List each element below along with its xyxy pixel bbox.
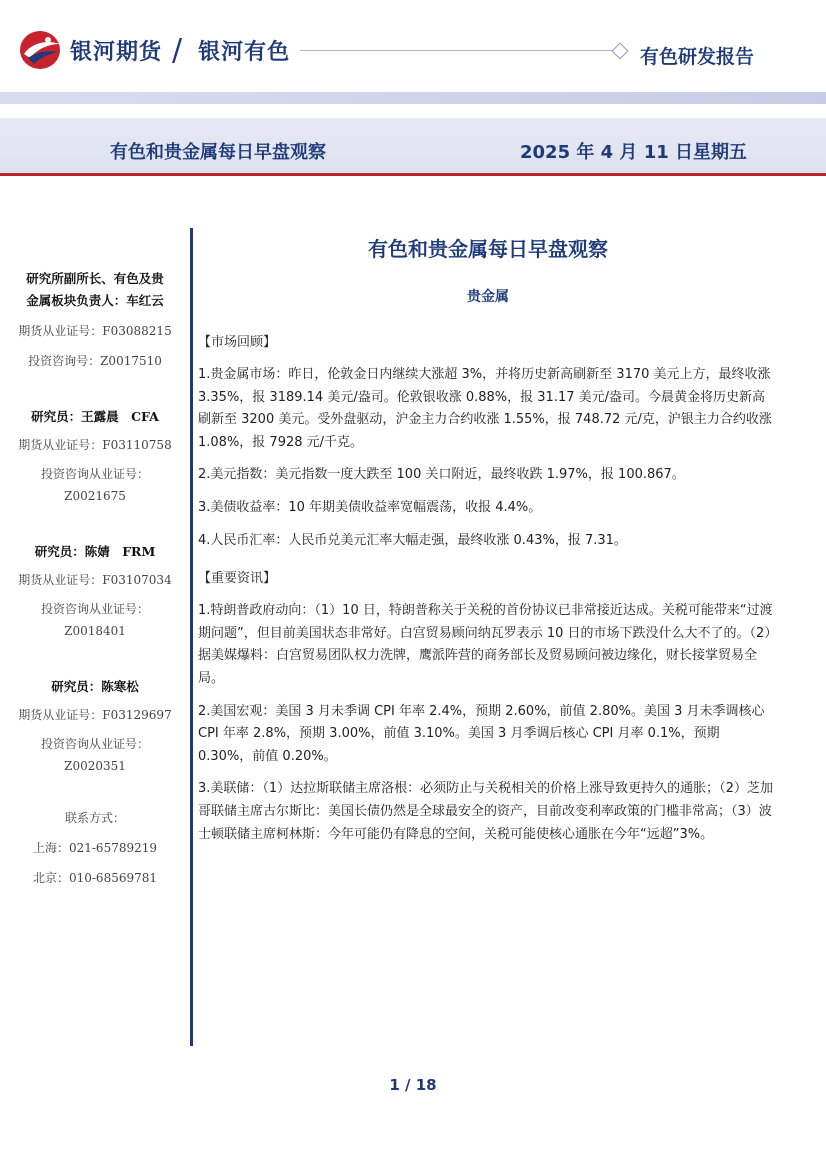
header-band — [0, 92, 826, 104]
leader-block — [0, 268, 190, 372]
researcher-name: 研究员：陈婧 FRM — [34, 544, 156, 559]
band-report-date: 2025 年 4 月 11 日星期五 — [520, 142, 748, 163]
researcher-consult: Z0021675 — [64, 489, 126, 503]
title-band-underline — [0, 173, 826, 176]
researcher-consult: Z0018401 — [64, 624, 126, 638]
paragraph-dollar-index: 2.美元指数：美元指数一度大跌至 100 关口附近，最终收跌 1.97%，报 100.867。 — [198, 467, 685, 483]
brand-divider: / — [172, 32, 183, 68]
researcher-license: 期货从业证号：F03107034 — [18, 573, 172, 587]
contact-shanghai: 上海：021-65789219 — [32, 841, 158, 855]
leader-title-line1: 研究所副所长、有色及贵 — [26, 271, 164, 286]
report-type: 有色研发报告 — [640, 46, 755, 68]
contact-label: 联系方式： — [64, 811, 125, 825]
paragraph-precious-metals: 1.贵金属市场：昨日，伦敦金日内继续大涨超 3%，并将历史新高刷新至 3170 美元上方，最终收涨 3.35%，报 3189.14 美元/盎司。伦敦银收涨 0.88%，报 31.17 美元/盎司。今晨黄金将历史新高刷新至 3200 美元。受外盘驱动，沪金主力合约收涨 1.55%，报 748.72 元/克，沪银主力合约收涨 1.08%，报 7928 元/千克。 — [198, 367, 772, 450]
galaxy-logo-icon — [18, 28, 64, 72]
leader-consult: 投资咨询号：Z0017510 — [28, 354, 162, 368]
sub-brand-name: 银河有色 — [198, 39, 291, 65]
researcher-license: 期货从业证号：F03129697 — [18, 708, 172, 722]
author-sidebar — [0, 268, 190, 889]
researcher-3 — [0, 676, 190, 777]
contact-beijing: 北京：010-68569781 — [32, 871, 158, 885]
brand-name: 银河期货 — [70, 39, 163, 65]
researcher-consult-label: 投资咨询从业证号： — [40, 467, 149, 481]
paragraph-us-macro: 2.美国宏观：美国 3 月未季调 CPI 年率 2.4%，预期 2.60%，前值 2.80%。美国 3 月未季调核心 CPI 年率 2.8%，预期 3.00%，前值 3.10%。美国 3 月季调后核心 CPI 月率 0.1%，预期 0.30%，前值 0.20%。 — [198, 703, 765, 764]
page-title: 有色和贵金属每日早盘观察 — [368, 237, 608, 261]
researcher-name: 研究员：王露晨 CFA — [31, 409, 159, 424]
header-rule — [300, 50, 620, 51]
paragraph-treasury-yield: 3.美债收益率：10 年期美债收益率宽幅震荡，收报 4.4%。 — [198, 499, 542, 515]
section-key-news: 【重要资讯】 — [198, 571, 277, 587]
contact-block — [0, 807, 190, 889]
header-logo — [18, 28, 290, 72]
section-subtitle: 贵金属 — [467, 289, 509, 305]
researcher-license: 期货从业证号：F03110758 — [18, 438, 172, 452]
paragraph-fed: 3.美联储：（1）达拉斯联储主席洛根：必须防止与关税相关的价格上涨导致更持久的通胀；（2）芝加哥联储主席古尔斯比：美国长债仍然是全球最安全的资产，目前改变利率政策的门槛非常高；（3）波士顿联储主席柯林斯：今年可能仍有降息的空间，关税可能使核心通胀在今年“远超”3%。 — [198, 781, 773, 842]
researcher-consult-label: 投资咨询从业证号： — [40, 602, 149, 616]
researcher-consult-label: 投资咨询从业证号： — [40, 737, 149, 751]
band-report-title: 有色和贵金属每日早盘观察 — [110, 142, 326, 163]
leader-license: 期货从业证号：F03088215 — [18, 324, 172, 338]
sidebar-divider — [190, 228, 193, 1046]
diamond-icon — [612, 43, 629, 60]
researcher-name: 研究员：陈寒松 — [51, 679, 139, 694]
section-market-review: 【市场回顾】 — [198, 335, 277, 350]
paragraph-rmb-rate: 4.人民币汇率：人民币兑美元汇率大幅走强，最终收涨 0.43%，报 7.31。 — [198, 532, 627, 548]
report-body — [198, 228, 778, 846]
researcher-consult: Z0020351 — [64, 759, 126, 773]
leader-title-line2: 金属板块负责人：车红云 — [26, 293, 164, 308]
page-number: 1 / 18 — [389, 1076, 437, 1094]
researcher-1 — [0, 406, 190, 507]
paragraph-trump-policy: 1.特朗普政府动向：（1）10 日，特朗普称关于关税的首份协议已非常接近达成。关税可能带来“过渡期问题”，但目前美国状态非常好。白宫贸易顾问纳瓦罗表示 10 日的市场下跌没什么大不了的。（2）据美媒爆料：白宫贸易团队权力洗牌，鹰派阵营的商务部长及贸易顾问被边缘化，财长接掌贸易全局。 — [198, 603, 773, 686]
researcher-2 — [0, 541, 190, 642]
